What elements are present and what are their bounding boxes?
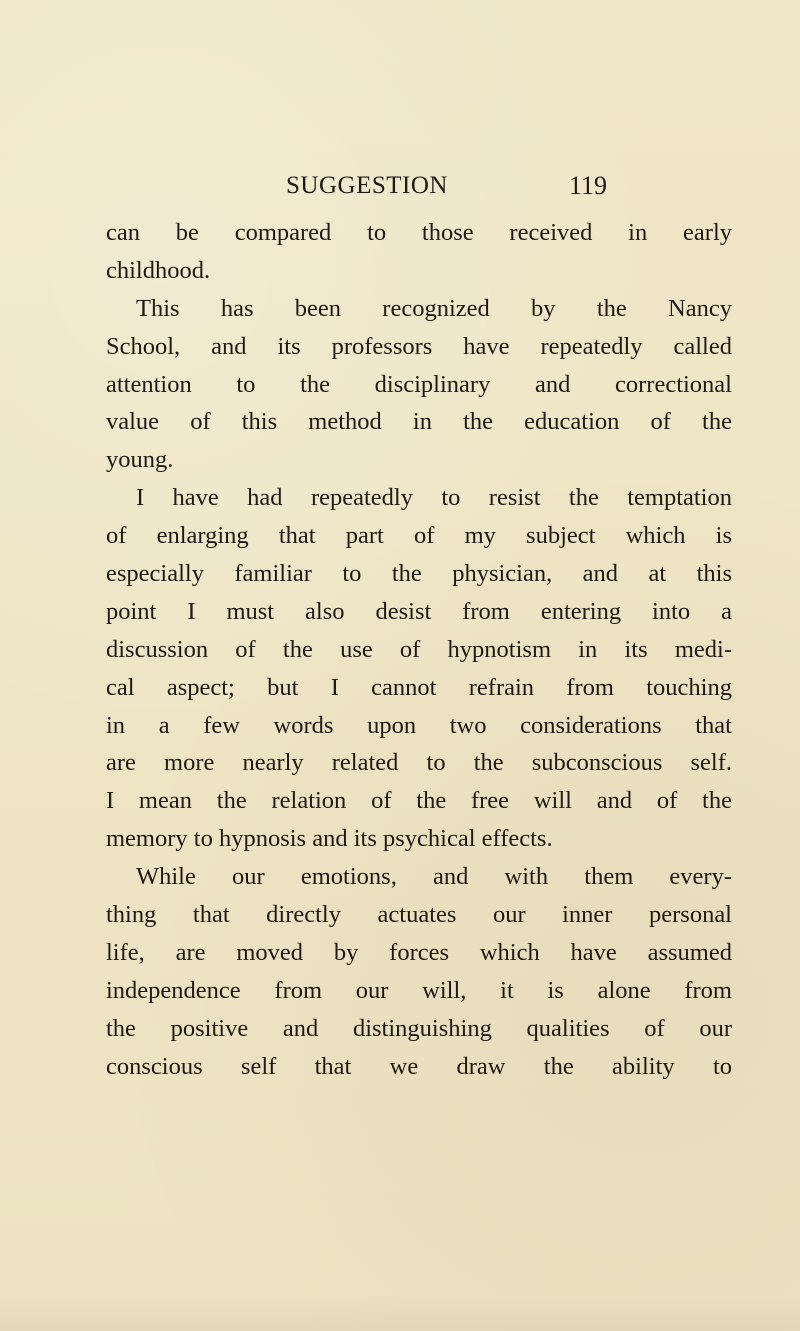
text-line: This has been recognized by the Nancy bbox=[136, 294, 732, 322]
text-line: memory to hypnosis and its psychical effects. bbox=[106, 825, 553, 853]
text-line: conscious self that we draw the ability to bbox=[106, 1052, 732, 1080]
text-line: life, are moved by forces which have assumed bbox=[106, 938, 732, 966]
running-head bbox=[0, 166, 800, 206]
text-line: School, and its professors have repeatedly called bbox=[106, 332, 732, 360]
text-line: While our emotions, and with them every- bbox=[136, 863, 732, 891]
page-edge-shadow bbox=[0, 1295, 800, 1331]
text-line: discussion of the use of hypnotism in its medi- bbox=[106, 635, 732, 663]
page-title: SUGGESTION bbox=[286, 172, 448, 199]
text-line: cal aspect; but I cannot refrain from touching bbox=[106, 673, 732, 701]
text-line: I have had repeatedly to resist the temptation bbox=[136, 484, 732, 512]
text-line: are more nearly related to the subconscious self. bbox=[106, 749, 732, 777]
text-line: independence from our will, it is alone from bbox=[106, 976, 732, 1004]
text-line: value of this method in the education of the bbox=[106, 408, 732, 436]
page-number: 119 bbox=[569, 171, 608, 200]
text-line: young. bbox=[106, 446, 174, 474]
text-line: point I must also desist from entering into a bbox=[106, 597, 732, 625]
text-line: in a few words upon two considerations that bbox=[106, 711, 732, 739]
text-line: the positive and distinguishing qualities of our bbox=[106, 1014, 732, 1042]
body-text bbox=[106, 214, 732, 1085]
text-line: especially familiar to the physician, and at this bbox=[106, 560, 732, 588]
text-line: of enlarging that part of my subject which is bbox=[106, 522, 732, 550]
text-line: childhood. bbox=[106, 256, 211, 284]
text-line: thing that directly actuates our inner personal bbox=[106, 901, 732, 929]
text-line: can be compared to those received in early bbox=[106, 219, 732, 246]
text-line: I mean the relation of the free will and of the bbox=[106, 787, 732, 815]
text-line: attention to the disciplinary and correctional bbox=[106, 370, 732, 398]
